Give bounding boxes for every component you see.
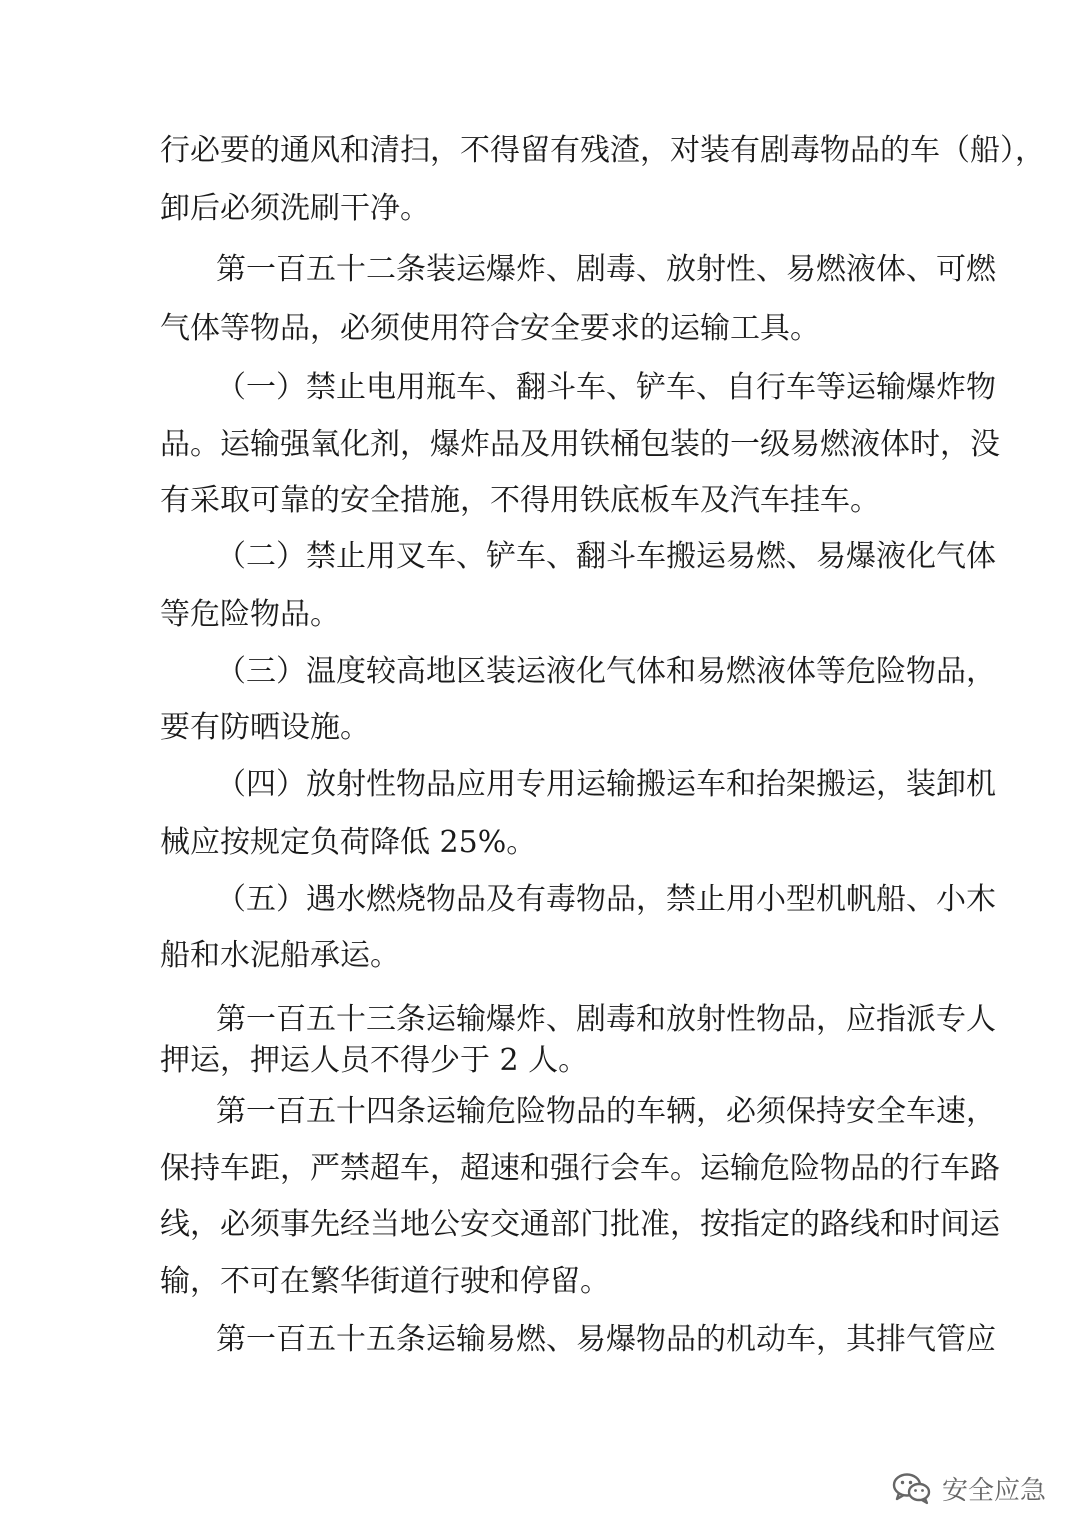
paragraph-line: 船和水泥船承运。 [160,938,400,973]
paragraph-line: （五）遇水燃烧物品及有毒物品，禁止用小型机帆船、小木 [216,882,996,917]
paragraph-line: 保持车距，严禁超车，超速和强行会车。运输危险物品的行车路 [160,1151,1000,1186]
watermark [892,1468,1046,1508]
paragraph-line: 有采取可靠的安全措施，不得用铁底板车及汽车挂车。 [160,483,880,518]
paragraph-line: 要有防晒设施。 [160,710,370,745]
paragraph-line: 输，不可在繁华街道行驶和停留。 [160,1264,610,1299]
paragraph-line: 等危险物品。 [160,597,340,632]
paragraph-line: （四）放射性物品应用专用运输搬运车和抬架搬运，装卸机 [216,767,996,802]
paragraph-line: 押运，押运人员不得少于 2 人。 [160,1043,589,1078]
paragraph-line: 第一百五十二条装运爆炸、剧毒、放射性、易燃液体、可燃 [216,252,996,287]
wechat-icon [892,1471,932,1505]
paragraph-line: （二）禁止用叉车、铲车、翻斗车搬运易燃、易爆液化气体 [216,539,996,574]
paragraph-line: 第一百五十四条运输危险物品的车辆，必须保持安全车速， [216,1094,996,1129]
paragraph-line: 械应按规定负荷降低 25%。 [160,825,537,860]
paragraph-line: （三）温度较高地区装运液化气体和易燃液体等危险物品， [216,654,996,689]
paragraph-line: 第一百五十五条运输易燃、易爆物品的机动车，其排气管应 [216,1322,996,1357]
paragraph-line: 气体等物品，必须使用符合安全要求的运输工具。 [160,311,820,346]
paragraph-line: 第一百五十三条运输爆炸、剧毒和放射性物品，应指派专人 [216,1002,996,1037]
paragraph-line: 线，必须事先经当地公安交通部门批准，按指定的路线和时间运 [160,1207,1000,1242]
paragraph-line: 品。运输强氧化剂，爆炸品及用铁桶包装的一级易燃液体时，没 [160,427,1000,462]
paragraph-line: 行必要的通风和清扫，不得留有残渣，对装有剧毒物品的车（船）， [160,133,1045,168]
paragraph-line: 卸后必须洗刷干净。 [160,191,430,226]
watermark-text: 安全应急 [941,1475,1046,1506]
paragraph-line: （一）禁止电用瓶车、翻斗车、铲车、自行车等运输爆炸物 [216,370,996,405]
